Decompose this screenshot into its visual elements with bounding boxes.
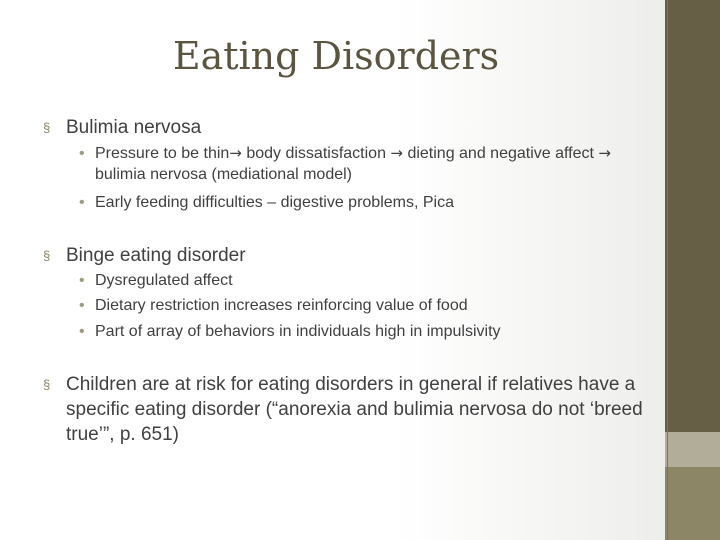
square-bullet-icon: §: [43, 248, 51, 263]
dot-bullet-icon: •: [79, 272, 85, 289]
slide-title: Eating Disorders: [172, 34, 500, 78]
subbullet-text: Early feeding difficulties – digestive problems, Pica: [95, 194, 454, 211]
bullet-bulimia-nervosa: [43, 116, 656, 140]
subbullet-impulsivity: [79, 321, 655, 342]
side-accent-bar: [665, 0, 720, 540]
right-arrow-icon: →: [390, 144, 403, 162]
chain-step: Pressure to be thin: [95, 145, 230, 162]
bullet-heading: Bulimia nervosa: [66, 117, 202, 138]
subbullet-early-feeding: [79, 192, 655, 213]
dot-bullet-icon: •: [79, 323, 85, 340]
side-accent-line: [667, 0, 668, 540]
chain-step: bulimia nervosa (mediational model): [95, 166, 353, 183]
chain-step: body dissatisfaction: [246, 145, 391, 162]
side-accent-stripe-light: [665, 432, 720, 467]
right-arrow-icon: →: [598, 144, 611, 162]
subbullet-text: Part of array of behaviors in individuals high in impulsivity: [95, 323, 501, 340]
side-accent-stripe-mid: [665, 467, 720, 540]
dot-bullet-icon: •: [79, 297, 85, 314]
subbullet-dysregulated-affect: [79, 270, 655, 291]
right-arrow-icon: →: [229, 144, 242, 162]
subbullet-dietary-restriction: [79, 295, 655, 316]
dot-bullet-icon: •: [79, 145, 85, 162]
square-bullet-icon: §: [43, 377, 51, 392]
subbullet-text: Dysregulated affect: [95, 272, 233, 289]
subbullet-pressure-chain: [79, 143, 655, 185]
bullet-heading: Children are at risk for eating disorders in general if relatives have a specific eating disorder (“anorexia and bulimia nervosa do not ‘breed true’”, p. 651): [66, 374, 643, 445]
subbullet-text: Dietary restriction increases reinforcing value of food: [95, 297, 468, 314]
dot-bullet-icon: •: [79, 194, 85, 211]
bullet-heading: Binge eating disorder: [66, 245, 246, 266]
bullet-binge-eating: [43, 244, 656, 268]
chain-step: dieting and negative affect: [407, 145, 599, 162]
bullet-children-risk: [43, 372, 658, 447]
square-bullet-icon: §: [43, 120, 51, 135]
